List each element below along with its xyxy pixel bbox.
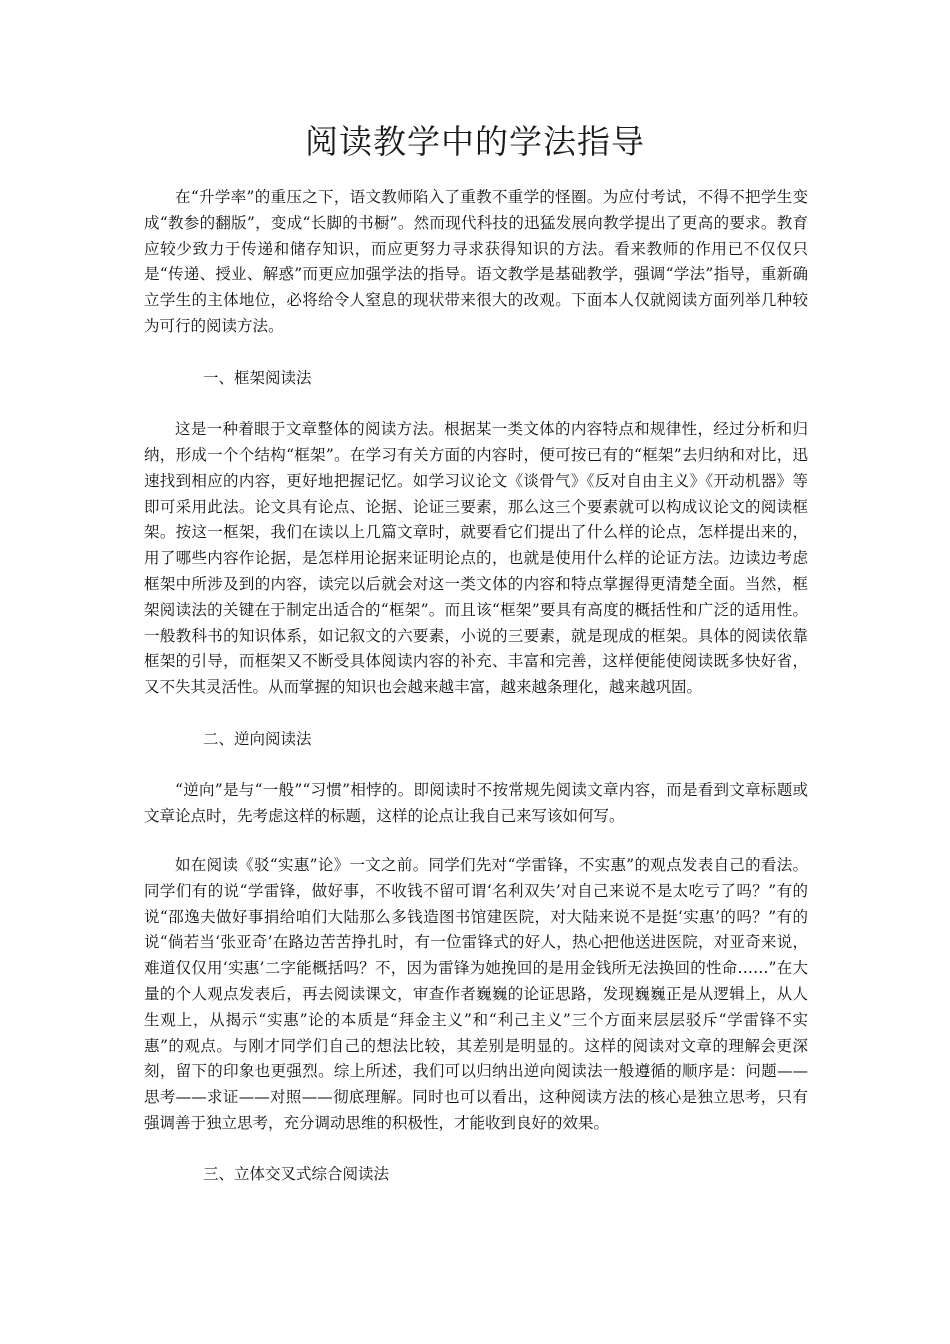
document-body — [144, 185, 808, 1188]
section-heading-3: 三、立体交叉式综合阅读法 — [203, 1165, 390, 1184]
page-title: 阅读教学中的学法指导 — [305, 122, 645, 161]
section-2-paragraph-1: “逆向”是与“一般”“习惯”相悖的。即阅读时不按常规先阅读文章内容，而是看到文章标题或文章论点时，先考虑这样的标题，这样的论点让我自己来写该如何写。 — [144, 781, 808, 826]
section-1-paragraph: 这是一种着眼于文章整体的阅读方法。根据某一类文体的内容特点和规律性，经过分析和归纳，形成一个个结构“框架”。在学习有关方面的内容时，便可按已有的“框架”去归纳和对比，迅速找到相应的内容，更好地把握记忆。如学习议论文《谈骨气》《反对自由主义》《开动机器》等即可采用此法。论文具有论点、论据、论证三要素，那么这三个要素就可以构成议论文的阅读框架。按这一框架，我们在读以上几篇文章时，就要看它们提出了什么样的论点，怎样提出来的，用了哪些内容作论据，是怎样用论据来证明论点的，也就是使用什么样的论证方法。边读边考虑框架中所涉及到的内容，读完以后就会对这一类文体的内容和特点掌握得更清楚全面。当然，框架阅读法的关键在于制定出适合的“框架”。而且该“框架”要具有高度的概括性和广泛的适用性。一般教科书的知识体系，如记叙文的六要素，小说的三要素，就是现成的框架。具体的阅读依靠框架的引导，而框架又不断受具体阅读内容的补充、丰富和完善，这样便能使阅读既多快好省，又不失其灵活性。从而掌握的知识也会越来越丰富，越来越条理化，越来越巩固。 — [144, 420, 808, 697]
intro-paragraph: 在“升学率”的重压之下，语文教师陷入了重教不重学的怪圈。为应付考试，不得不把学生变成“教参的翻版”，变成“长脚的书橱”。然而现代科技的迅猛发展向教学提出了更高的要求。教育应较少致力于传递和储存知识，而应更努力寻求获得知识的方法。看来教师的作用已不仅仅只是“传递、授业、解惑”而更应加强学法的指导。语文教学是基础教学，强调“学法”指导，重新确立学生的主体地位，必将给令人窒息的现状带来很大的改观。下面本人仅就阅读方面列举几种较为可行的阅读方法。 — [144, 188, 808, 335]
section-heading-2: 二、逆向阅读法 — [203, 729, 312, 748]
section-heading-1: 一、框架阅读法 — [203, 368, 312, 387]
section-2-paragraph-2: 如在阅读《驳“实惠”论》一文之前。同学们先对“学雷锋，不实惠”的观点发表自己的看法。同学们有的说“学雷锋，做好事，不收钱不留可谓‘名利双失’对自己来说不是太吃亏了吗？”有的说“邵逸夫做好事捐给咱们大陆那么多钱造图书馆建医院，对大陆来说不是挺‘实惠’的吗？”有的说“倘若当‘张亚奇’在路边苦苦挣扎时，有一位雷锋式的好人，热心把他送进医院，对亚奇来说，难道仅仅用‘实惠’二字能概括吗？不，因为雷锋为她挽回的是用金钱所无法换回的性命……”在大量的个人观点发表后，再去阅读课文，审查作者巍巍的论证思路，发现巍巍正是从逻辑上，从人生观上，从揭示“实惠”论的本质是“拜金主义”和“利己主义”三个方面来层层驳斥“学雷锋不实惠”的观点。与刚才同学们自己的想法比较，其差别是明显的。这样的阅读对文章的理解会更深刻，留下的印象也更强烈。综上所述，我们可以归纳出逆向阅读法一般遵循的顺序是：问题——思考——求证——对照——彻底理解。同时也可以看出，这种阅读方法的核心是独立思考，只有强调善于独立思考，充分调动思维的积极性，才能收到良好的效果。 — [144, 855, 808, 1132]
